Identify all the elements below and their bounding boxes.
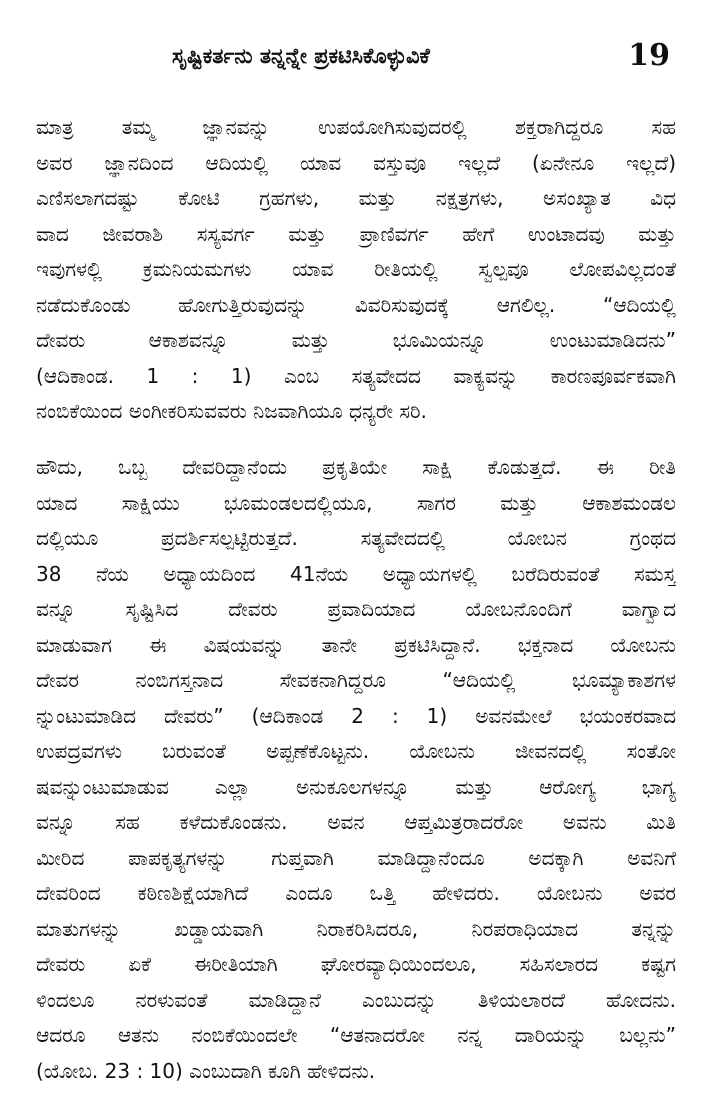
text-line: ನ್ನುಂಟುಮಾಡಿದ ದೇವರು” (ಆದಿಕಾಂಡ 2 : 1) ಅವನಮೇಲೆ ಭಯಂಕರವಾದ <box>36 703 676 728</box>
text-line: ಮಾಡುವಾಗ ಈ ವಿಷಯವನ್ನು ತಾನೇ ಪ್ರಕಟಿಸಿದ್ದಾನೆ. ಭಕ್ತನಾದ ಯೋಬನು <box>36 632 676 657</box>
text-line: ಮಾತುಗಳನ್ನು ಖಡ್ಡಾಯವಾಗಿ ನಿರಾಕರಿಸಿದರೂ, ನಿರಪರಾಧಿಯಾದ ತನ್ನನ್ನು <box>36 916 676 941</box>
text-line: ಹೌದು, ಒಬ್ಬ ದೇವರಿದ್ದಾನೆಂದು ಪ್ರಕೃತಿಯೇ ಸಾಕ್ಷಿ ಕೊಡುತ್ತದೆ. ಈ ರೀತಿ <box>36 455 676 479</box>
text-line: (ಆದಿಕಾಂಡ. 1 : 1) ಎಂಬ ಸತ್ಯವೇದದ ವಾಕ್ಯವನ್ನು ಕಾರಣಪೂರ್ವಕವಾಗಿ <box>36 363 676 388</box>
text-line: ಇವುಗಳಲ್ಲಿ ಕ್ರಮನಿಯಮಗಳು ಯಾವ ರೀತಿಯಲ್ಲಿ ಸ್ವಲ್ಪವೂ ಲೋಪವಿಲ್ಲದಂತೆ <box>36 257 676 281</box>
text-line: ಎಣಿಸಲಾಗದಷ್ಟು ಕೋಟಿ ಗ್ರಹಗಳು, ಮತ್ತು ನಕ್ಷತ್ರಗಳು, ಅಸಂಖ್ಯಾತ ವಿಧ <box>36 186 676 210</box>
text-line: ಮಾತ್ರ ತಮ್ಮ ಜ್ಞಾನವನ್ನು ಉಪಯೋಗಿಸುವುದರಲ್ಲಿ ಶಕ್ತರಾಗಿದ್ದರೂ ಸಹ <box>36 115 676 139</box>
text-line: ವನ್ನೂ ಸಹ ಕಳೆದುಕೊಂಡನು. ಅವನ ಆಪ್ತಮಿತ್ರರಾದರೋ ಅವನು ಮಿತಿ <box>36 810 676 834</box>
text-line: ದೇವರ ನಂಬಿಗಸ್ತನಾದ ಸೇವಕನಾಗಿದ್ದರೂ “ಆದಿಯಲ್ಲಿ ಭೂಮ್ಯಾಕಾಶಗಳ <box>36 668 676 692</box>
page-header <box>0 38 708 78</box>
text-line: ಅವರ ಜ್ಞಾನದಿಂದ ಆದಿಯಲ್ಲಿ ಯಾವ ವಸ್ತುವೂ ಇಲ್ಲದೆ (ಏನೇನೂ ಇಲ್ಲದೆ) <box>36 150 676 175</box>
text-line: ದೇವರು ಆಕಾಶವನ್ನೂ ಮತ್ತು ಭೂಮಿಯನ್ನೂ ಉಂಟುಮಾಡಿದನು” <box>36 328 676 352</box>
text-line: (ಯೋಬ. 23 : 10) ಎಂಬುದಾಗಿ ಕೂಗಿ ಹೇಳಿದನು. <box>36 1058 376 1083</box>
page-number: 19 <box>628 38 670 73</box>
text-line: ಮೀರಿದ ಪಾಪಕೃತ್ಯಗಳನ್ನು ಗುಪ್ತವಾಗಿ ಮಾಡಿದ್ದಾನೆಂದೂ ಅದಕ್ಕಾಗಿ ಅವನಿಗೆ <box>36 845 676 870</box>
text-line: ನಂಬಿಕೆಯಿಂದ ಅಂಗೀಕರಿಸುವವರು ನಿಜವಾಗಿಯೂ ಧನ್ಯರೇ ಸರಿ. <box>36 399 427 423</box>
text-line: ದೇವರು ಏಕೆ ಈರೀತಿಯಾಗಿ ಘೋರವ್ಯಾಧಿಯಿಂದಲೂ, ಸಹಿಸಲಾರದ ಕಷ್ಟಗ <box>36 952 676 976</box>
text-line: ಆದರೂ ಆತನು ನಂಬಿಕೆಯಿಂದಲೇ “ಆತನಾದರೋ ನನ್ನ ದಾರಿಯನ್ನು ಬಲ್ಲನು” <box>36 1023 676 1047</box>
paragraph-2 <box>36 450 676 1089</box>
text-line: ವನ್ನೂ ಸೃಷ್ಟಿಸಿದ ದೇವರು ಪ್ರವಾದಿಯಾದ ಯೋಬನೊಂದಿಗೆ ವಾಗ್ವಾದ <box>36 597 676 621</box>
text-line: ವಾದ ಜೀವರಾಶಿ ಸಸ್ಯವರ್ಗ ಮತ್ತು ಪ್ರಾಣಿವರ್ಗ ಹೇಗೆ ಉಂಟಾದವು ಮತ್ತು <box>36 221 676 246</box>
text-line: ಳಿಂದಲೂ ನರಳುವಂತೆ ಮಾಡಿದ್ದಾನೆ ಎಂಬುದನ್ನು ತಿಳಿಯಲಾರದೆ ಹೋದನು. <box>36 987 676 1012</box>
text-line: ಉಪದ್ರವಗಳು ಬರುವಂತೆ ಅಪ್ಪಣೆಕೊಟ್ಟನು. ಯೋಬನು ಜೀವನದಲ್ಲಿ ಸಂತೋ <box>36 739 676 763</box>
running-title: ಸೃಷ್ಟಿಕರ್ತನು ತನ್ನನ್ನೇ ಪ್ರಕಟಿಸಿಕೊಳ್ಳುವಿಕೆ <box>172 44 430 68</box>
text-line: ಯಾದ ಸಾಕ್ಷಿಯು ಭೂಮಂಡಲದಲ್ಲಿಯೂ, ಸಾಗರ ಮತ್ತು ಆಕಾಶಮಂಡಲ <box>36 490 676 515</box>
text-line: ದೇವರಿಂದ ಕಠಿಣಶಿಕ್ಷೆಯಾಗಿದೆ ಎಂದೂ ಒತ್ತಿ ಹೇಳಿದರು. ಯೋಬನು ಅವರ <box>36 881 676 905</box>
text-line: ಷವನ್ನುಂಟುಮಾಡುವ ಎಲ್ಲಾ ಅನುಕೂಲಗಳನ್ನೂ ಮತ್ತು ಆರೋಗ್ಯ ಭಾಗ್ಯ <box>36 774 676 799</box>
text-line: 38 ನೆಯ ಅಧ್ಯಾಯದಿಂದ 41ನೆಯ ಅಧ್ಯಾಯಗಳಲ್ಲಿ ಬರೆದಿರುವಂತೆ ಸಮಸ್ತ <box>36 561 676 586</box>
text-line: ನಡೆದುಕೊಂಡು ಹೋಗುತ್ತಿರುವುದನ್ನು ವಿವರಿಸುವುದಕ್ಕೆ ಆಗಲಿಲ್ಲ. “ಆದಿಯಲ್ಲಿ <box>36 292 676 317</box>
paragraph-1 <box>36 110 676 430</box>
text-line: ದಲ್ಲಿಯೂ ಪ್ರದರ್ಶಿಸಲ್ಪಟ್ಟಿರುತ್ತದೆ. ಸತ್ಯವೇದದಲ್ಲಿ ಯೋಬನ ಗ್ರಂಥದ <box>36 526 676 550</box>
